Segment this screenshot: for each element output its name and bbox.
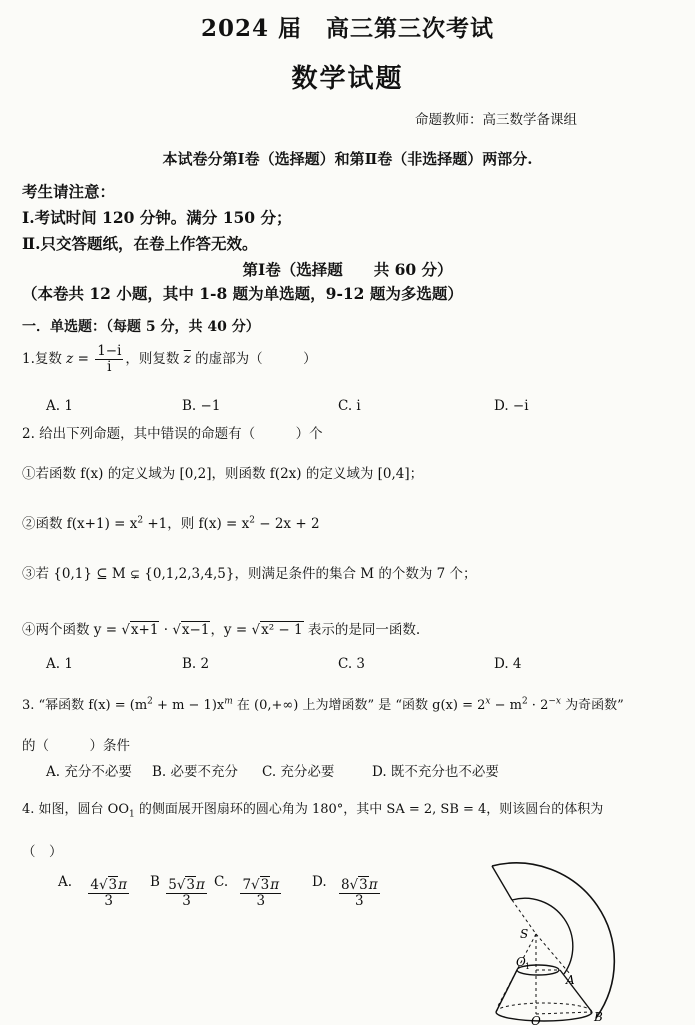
question-3-line-1 — [22, 694, 624, 713]
q1-prefix: 1.复数 — [22, 350, 67, 367]
sqrt-symbol: √ — [121, 622, 130, 638]
q4-part-b: 的侧面展开图扇环的圆心角为 180°，其中 SA = 2, SB = 4，则该圆台的体积为 — [134, 802, 604, 817]
section-subtitle: （本卷共 12 小题，其中 1-8 题为单选题，9-12 题为多选题） — [22, 284, 463, 303]
sector-outer-arc — [492, 863, 614, 1018]
q2-p2-part-a: ②函数 f(x+1) = x — [22, 516, 138, 532]
q3-part-f: 为奇函数” — [560, 698, 624, 713]
q4-b-denominator: 3 — [182, 892, 191, 909]
q3-part-b: + m − 1)x — [152, 698, 225, 713]
q4-b-coef: 5 — [168, 877, 177, 893]
q3-option-b: B. 必要不充分 — [152, 764, 239, 780]
q1-option-a: A. 1 — [46, 398, 73, 414]
q4-option-d-label: D. — [312, 874, 327, 890]
q1-option-b: B. −1 — [182, 398, 221, 414]
q3-option-c: C. 充分必要 — [262, 764, 335, 780]
sqrt-symbol: √ — [172, 622, 181, 638]
q2-option-c: C. 3 — [338, 656, 366, 672]
q2-p4-part-c: 表示的是同一函数. — [303, 622, 421, 638]
label-O1: O — [516, 955, 526, 969]
q3-option-a: A. 充分不必要 — [46, 764, 132, 780]
q2-p2-sup-2: 2 — [249, 515, 255, 526]
q2-p4-radicand-2: x−1 — [181, 622, 210, 638]
q2-p4-radicand-1: x+1 — [130, 622, 159, 638]
q1-eq: = — [73, 350, 94, 367]
author-line: 命题教师：高三数学备课组 — [415, 112, 577, 128]
q4-d-coef: 8 — [340, 877, 350, 893]
sector-edge-top — [492, 866, 512, 900]
q4-c-radicand: 3 — [260, 877, 270, 893]
q4-a-denominator: 3 — [104, 892, 113, 909]
q4-a-coef: 4 — [90, 877, 99, 893]
q4-d-denominator: 3 — [354, 892, 364, 909]
q4-c-pi: π — [270, 877, 280, 893]
q2-proposition-1: ①若函数 f(x) 的定义域为 [0,2]，则函数 f(2x) 的定义域为 [0,4]； — [22, 466, 424, 482]
q3-sup-m: m — [224, 696, 233, 707]
exam-title: 2024 届 高三第三次考试 — [200, 15, 495, 42]
q1-denominator: i — [107, 358, 112, 375]
q4-option-c-fraction: $\frac{7√3\pi}{3}$ — [242, 877, 280, 909]
q2-p4-dot: · — [159, 622, 173, 638]
label-O: O — [531, 1014, 541, 1025]
q4-option-c — [214, 874, 283, 909]
q2-p4-part-b: ，y = — [210, 622, 252, 638]
q4-d-radicand: 3 — [359, 877, 368, 893]
q4-a-radicand: 3 — [108, 877, 118, 893]
notice-heading: 考生请注意： — [22, 182, 116, 201]
q2-option-d: D. 4 — [494, 656, 522, 672]
q4-a-pi: π — [118, 877, 128, 893]
q4-option-d — [312, 874, 382, 909]
q4-option-b — [150, 874, 209, 909]
q2-p3-subset-symbol: ⊊ — [129, 567, 141, 581]
q2-p4-part-a: ④两个函数 y = — [22, 622, 122, 638]
q3-sup-2a: 2 — [147, 696, 153, 707]
question-3-line-2: 的（ ）条件 — [22, 738, 130, 754]
q4-option-a — [58, 874, 131, 909]
cone-slant-right — [536, 934, 570, 974]
q2-proposition-4 — [22, 618, 420, 638]
frustum-bottom-back — [496, 1003, 592, 1012]
q4-c-denominator: 3 — [256, 892, 266, 909]
q4-option-c-label: C. — [214, 874, 229, 890]
q4-option-a-fraction: $\frac{4√3\pi}{3}$ — [90, 877, 128, 909]
question-2-stem: 2. 给出下列命题，其中错误的命题有（ ）个 — [22, 426, 323, 442]
q1-fraction — [95, 344, 123, 375]
q3-sup-negx: −x — [548, 696, 561, 707]
q2-p2-part-c: − 2x + 2 — [254, 516, 320, 532]
q4-c-coef: 7 — [242, 877, 252, 893]
q4-sub-1: 1 — [128, 809, 135, 820]
notice-item-1: Ⅰ.考试时间 120 分钟。满分 150 分； — [22, 208, 292, 227]
bottom-radius — [536, 1012, 592, 1014]
q2-option-a: A. 1 — [46, 656, 73, 672]
q4-b-pi: π — [196, 877, 205, 893]
q1-var-zbar: $\overline{z}$ — [183, 350, 191, 367]
question-4-line-1 — [22, 798, 603, 820]
q1-option-c: C. i — [338, 398, 361, 414]
q3-part-d: − m — [490, 698, 522, 713]
q4-b-radicand: 3 — [186, 877, 196, 893]
q2-proposition-3 — [22, 562, 477, 582]
q3-sup-2b: 2 — [521, 696, 528, 707]
q4-option-d-fraction: $\frac{8√3\pi}{3}$ — [340, 877, 378, 909]
label-B: B — [594, 1010, 603, 1024]
q2-option-b: B. 2 — [182, 656, 210, 672]
q4-option-b-fraction: $\frac{5√3\pi}{3}$ — [168, 877, 205, 909]
q2-p3-part-b: {0,1,2,3,4,5}，则满足条件的集合 M 的个数为 7 个； — [140, 566, 477, 582]
q2-p2-part-b: +1，则 f(x) = x — [143, 516, 250, 532]
q1-suffix2: 的虚部为（ ） — [190, 350, 317, 367]
frustum-side-right — [560, 970, 592, 1012]
q3-option-d: D. 既不充分也不必要 — [372, 764, 499, 780]
part-heading: 一．单选题：（每题 5 分，共 40 分） — [22, 319, 260, 335]
q3-part-a: 3. “幂函数 f(x) = (m — [22, 698, 148, 713]
q2-p4-radicand-3: x² − 1 — [261, 622, 303, 638]
q3-part-c: 在 (0,+∞) 上为增函数” 是 “函数 g(x) = 2 — [232, 698, 486, 713]
q1-suffix1: ，则复数 — [125, 350, 184, 367]
question-4-line-2: （ ） — [22, 844, 63, 860]
q4-option-b-label: B — [150, 874, 160, 890]
label-A: A — [566, 973, 575, 987]
q4-d-pi: π — [368, 877, 378, 893]
sqrt-symbol: √ — [251, 622, 261, 638]
frustum-sector-figure — [484, 846, 684, 1025]
label-O1-sub: 1 — [525, 962, 531, 971]
q1-option-d: D. −i — [494, 398, 529, 414]
q2-p3-part-a: ③若 {0,1} ⊆ M — [22, 566, 130, 582]
section-title: 第Ⅰ卷（选择题 共 60 分） — [242, 260, 453, 279]
frustum-side-left — [496, 970, 517, 1012]
subject-title: 数学试题 — [291, 64, 404, 94]
q3-sup-x: x — [485, 696, 491, 707]
q1-numerator: 1−i — [97, 343, 122, 359]
q2-proposition-2 — [22, 512, 320, 532]
q4-part-a: 4. 如图，圆台 OO — [22, 802, 129, 817]
paper-note: 本试卷分第Ⅰ卷（选择题）和第Ⅱ卷（非选择题）两部分. — [162, 150, 533, 168]
q2-p2-sup-1: 2 — [137, 515, 144, 526]
q1-var-z: z — [66, 350, 74, 367]
notice-item-2: Ⅱ.只交答题纸，在卷上作答无效。 — [22, 234, 258, 253]
question-1 — [22, 344, 317, 375]
q3-part-e: · 2 — [527, 698, 549, 713]
q4-option-a-label: A. — [58, 874, 73, 890]
label-S: S — [520, 927, 529, 941]
